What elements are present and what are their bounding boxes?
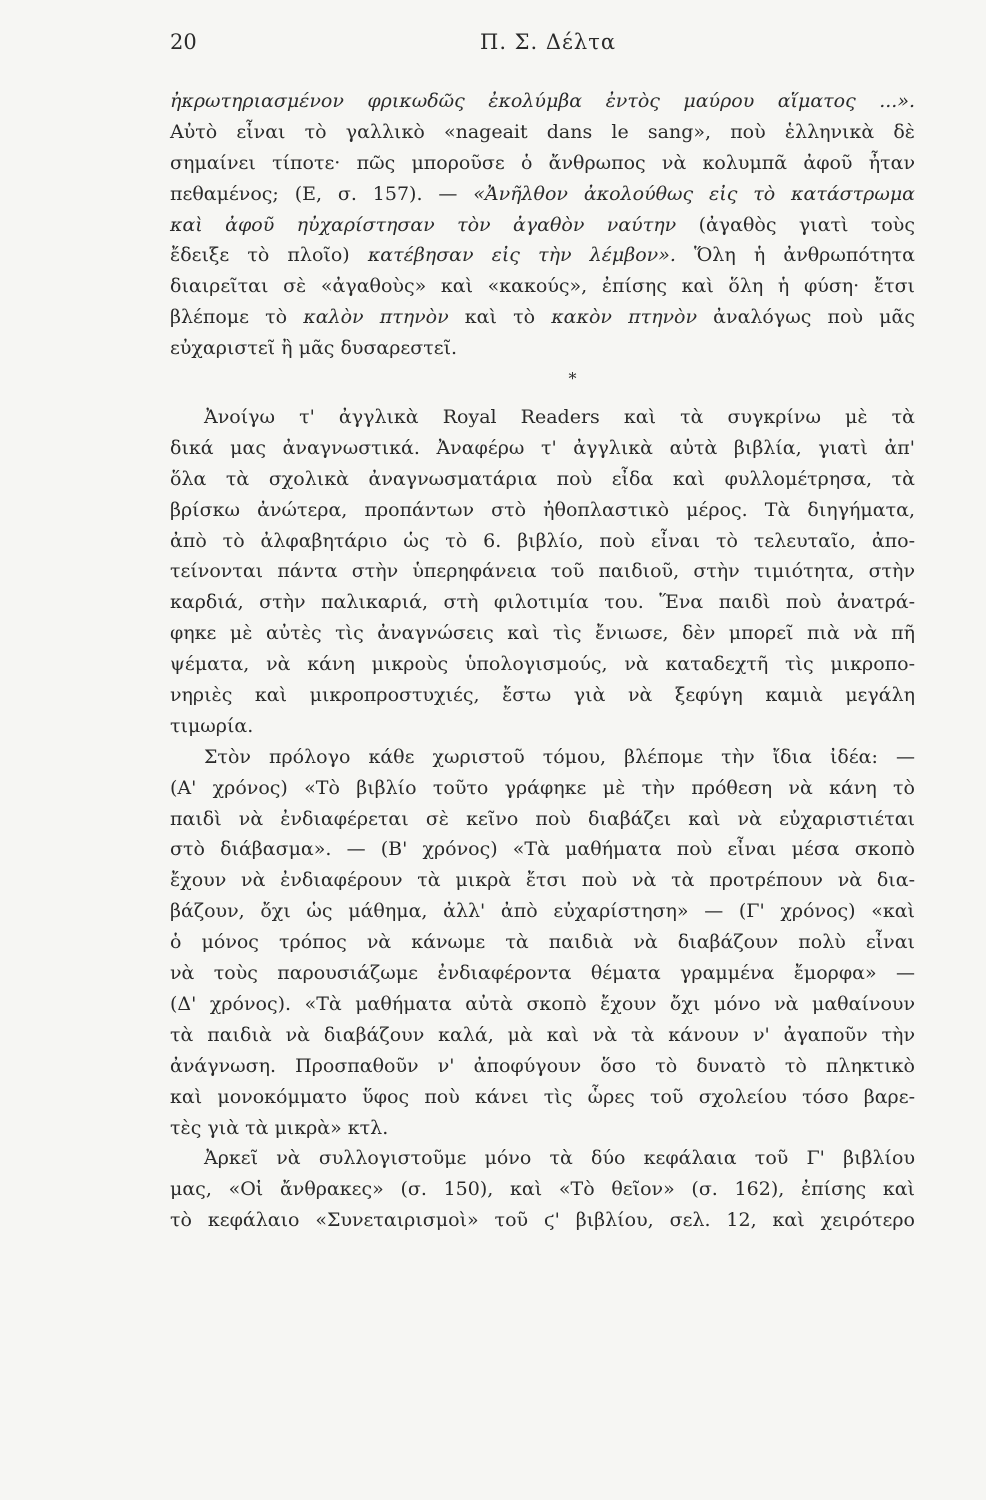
text-line: Στὸν πρόλογο κάθε χωριστοῦ τόμου, βλέπομε τὴν ἴδια ἰδέα: — [204,745,915,768]
text-line: δικά μας ἀναγνωστικά. Ἀναφέρω τ' ἀγγλικὰ αὐτὰ βιβλία, γιατὶ ἀπ' [170,436,915,459]
text-line: ὁ μόνος τρόπος νὰ κάνωμε τὰ παιδιὰ νὰ διαβάζουν πολὺ εἶναι [170,931,915,954]
page-header [170,30,915,60]
italic-phrase: καλὸν πτηνὸν [303,306,449,329]
text-line: διαιρεῖται σὲ «ἀγαθοὺς» καὶ «κακούς», ἐπίσης καὶ ὅλη ἡ φύση· ἔτσι [170,275,915,298]
text-line: καὶ μονοκόμματο ὕφος ποὺ κάνει τὶς ὧρες τοῦ σχολείου τόσο βαρε- [170,1085,915,1108]
paragraph-2 [170,402,915,742]
text-line: βάζουν, ὄχι ὡς μάθημα, ἀλλ' ἀπὸ εὐχαρίστηση» — (Γ' χρόνος) «καὶ [170,900,915,923]
text-line: παιδὶ νὰ ἐνδιαφέρεται σὲ κεῖνο ποὺ διαβάζει καὶ νὰ εὐχαριστιέται [170,807,915,830]
text-line: ἀπὸ τὸ ἀλφαβητάριο ὡς τὸ 6. βιβλίο, ποὺ εἶναι τὸ τελευταῖο, ἀπο- [170,529,915,552]
running-head: Π. Σ. Δέλτα [480,30,617,54]
text-line: μας, «Οἱ ἄνθρακες» (σ. 150), καὶ «Τὸ θεῖον» (σ. 162), ἐπίσης καὶ [170,1178,915,1201]
text-line [170,302,915,333]
text-line: σημαίνει τίποτε· πῶς μποροῦσε ὁ ἄνθρωπος νὰ κολυμπᾶ ἀφοῦ ἦταν [170,151,915,174]
section-separator: * [568,369,577,389]
text-line: Ἀρκεῖ νὰ συλλογιστοῦμε μόνο τὰ δύο κεφάλαια τοῦ Γ' βιβλίου [204,1147,915,1170]
text-run: πεθαμένος; (Ε, σ. 157). — [170,182,474,205]
text-run: ἔδειξε τὸ πλοῖο) [170,244,368,267]
text-run: βλέπομε τὸ [170,306,304,329]
text-line: τὲς γιὰ τὰ μικρὰ» κτλ. [170,1116,389,1139]
text-line [170,240,915,271]
text-run: καὶ τὸ [448,306,552,329]
text-line: τείνονται πάντα στὴν ὑπερηφάνεια τοῦ παιδιοῦ, στὴν τιμιότητα, στὴν [170,560,915,583]
text-line: ἔχουν νὰ ἐνδιαφέρουν τὰ μικρὰ ἔτσι ποὺ νὰ τὰ προτρέπουν νὰ δια- [170,869,915,892]
text-line: εὐχαριστεῖ ἢ μᾶς δυσαρεστεῖ. [170,337,458,360]
text-line: στὸ διάβασμα». — (Β' χρόνος) «Τὰ μαθήματα ποὺ εἶναι μέσα σκοπὸ [170,838,915,861]
page-number: 20 [170,30,197,54]
text-line [170,210,915,241]
italic-quote: καὶ ἀφοῦ ηὐχαρίστησαν τὸν ἀγαθὸν ναύτην [170,213,677,236]
text-run: (ἀγαθὸς γιατὶ τοὺς [676,213,916,236]
text-line: ὅλα τὰ σχολικὰ ἀναγνωσματάρια ποὺ εἶδα καὶ φυλλομέτρησα, τὰ [170,467,915,490]
text-line: φηκε μὲ αὐτὲς τὶς ἀναγνώσεις καὶ τὶς ἔνιωσε, δὲν μπορεῖ πιὰ νὰ πῆ [170,622,915,645]
text-line: ἀνάγνωση. Προσπαθοῦν ν' ἀποφύγουν ὅσο τὸ δυνατὸ τὸ πληκτικὸ [170,1054,915,1077]
text-line [170,179,915,210]
paragraph-3 [170,742,915,1144]
text-line: Αὐτὸ εἶναι τὸ γαλλικὸ «nageait dans le sang», ποὺ ἑλληνικὰ δὲ [170,120,915,143]
text-line: (Α' χρόνος) «Τὸ βιβλίο τοῦτο γράφηκε μὲ τὴν πρόθεση νὰ κάνη τὸ [170,776,915,799]
text-line: νὰ τοὺς παρουσιάζωμε ἐνδιαφέροντα θέματα γραμμένα ἔμορφα» — [170,962,915,985]
text-line: τιμωρία. [170,714,254,737]
text-run: ἀναλόγως ποὺ μᾶς [697,306,915,329]
text-line: βρίσκω ἀνώτερα, προπάντων στὸ ἠθοπλαστικὸ μέρος. Τὰ διηγήματα, [170,498,915,521]
italic-quote: κατέβησαν εἰς τὴν λέμβον». [367,244,676,267]
text-line: τὸ κεφάλαιο «Συνεταιρισμοὶ» τοῦ ϛ' βιβλίου, σελ. 12, καὶ χειρότερο [170,1209,915,1232]
text-line: καρδιά, στὴν παλικαριά, στὴ φιλοτιμία του. Ἕνα παιδὶ ποὺ ἀνατρά- [170,591,915,614]
text-line: Ἀνοίγω τ' ἀγγλικὰ Royal Readers καὶ τὰ συγκρίνω μὲ τὰ [204,406,915,429]
text-line [170,86,915,117]
paragraph-1 [170,86,915,364]
italic-phrase: κακὸν πτηνὸν [551,306,698,329]
text-line: ψέματα, νὰ κάνη μικροὺς ὑπολογισμούς, νὰ καταδεχτῆ τὶς μικροπο- [170,653,915,676]
text-line: νηριὲς καὶ μικροπροστυχιές, ἔστω γιὰ νὰ ξεφύγη καμιὰ μεγάλη [170,684,915,707]
text-line: τὰ παιδιὰ νὰ διαβάζουν καλά, μὰ καὶ νὰ τὰ κάνουν ν' ἀγαποῦν τὴν [170,1023,915,1046]
paragraph-4 [170,1143,915,1236]
body-text [170,86,915,1236]
italic-quote: ἠκρωτηριασμένον φρικωδῶς ἐκολύμβα ἐντὸς μαύρου αἵματος ...». [170,90,915,112]
italic-quote: «Ἀνῆλθον ἀκολούθως εἰς τὸ κατάστρωμα [473,182,915,205]
text-line: (Δ' χρόνος). «Τὰ μαθήματα αὐτὰ σκοπὸ ἔχουν ὄχι μόνο νὰ μαθαίνουν [170,992,915,1015]
text-run: Ὅλη ἡ ἀνθρωπότητα [675,244,916,267]
